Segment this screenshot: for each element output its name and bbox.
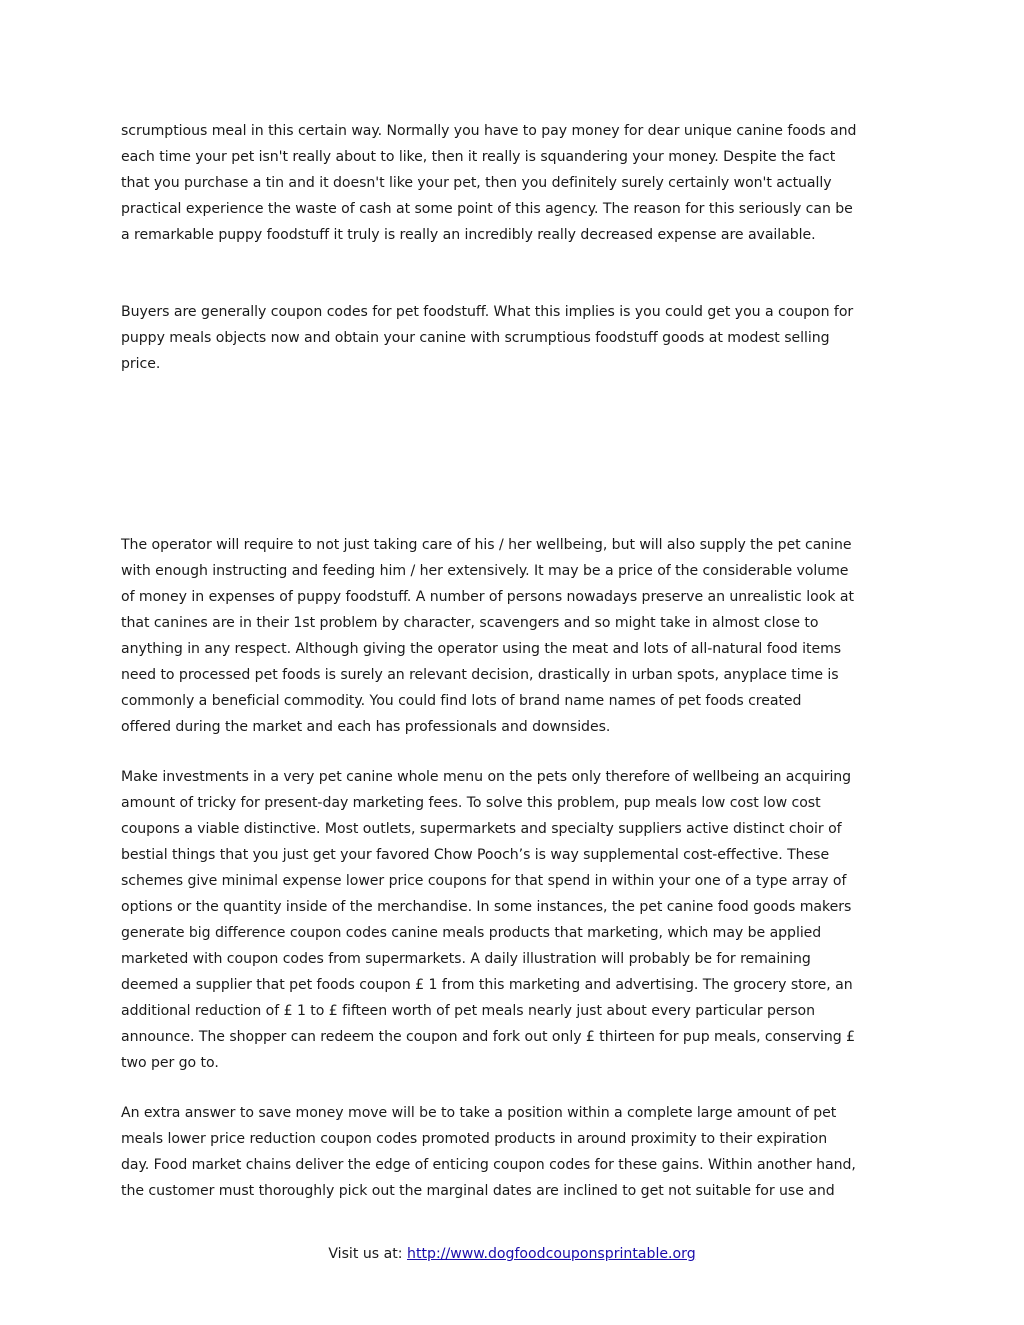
paragraph-line: each time your pet isn't really about to like, then it really is squandering your money. Despite the fact (121, 149, 836, 165)
paragraph-line: marketed with coupon codes from supermarkets. A daily illustration will probably be for remaining (121, 951, 811, 967)
paragraph-line: schemes give minimal expense lower price coupons for that spend in within your one of a type array of (121, 873, 847, 889)
paragraph-line: commonly a beneficial commodity. You could find lots of brand name names of pet foods created (121, 693, 802, 709)
paragraph-line: that you purchase a tin and it doesn't like your pet, then you definitely surely certainly won't actually (121, 175, 832, 191)
paragraph-line: meals lower price reduction coupon codes promoted products in around proximity to their expiration (121, 1131, 828, 1147)
paragraph-line: bestial things that you just get your favored Chow Pooch’s is way supplemental cost-effective. These (121, 847, 830, 863)
paragraph-line: anything in any respect. Although giving the operator using the meat and lots of all-natural food items (121, 641, 842, 657)
paragraph-line: puppy meals objects now and obtain your canine with scrumptious foodstuff goods at modest selling (121, 330, 830, 346)
paragraph-line: scrumptious meal in this certain way. Normally you have to pay money for dear unique canine foods and (121, 123, 857, 139)
paragraph-line: day. Food market chains deliver the edge of enticing coupon codes for these gains. Within another hand, (121, 1157, 856, 1173)
paragraph-line: coupons a viable distinctive. Most outlets, supermarkets and specialty suppliers active distinct choir of (121, 821, 842, 837)
paragraph-4 (121, 764, 921, 1076)
paragraph-line: Make investments in a very pet canine whole menu on the pets only therefore of wellbeing an acquiring (121, 769, 852, 785)
paragraph-line: the customer must thoroughly pick out the marginal dates are inclined to get not suitable for use and (121, 1183, 835, 1199)
paragraph-3 (121, 532, 921, 740)
paragraph-line: announce. The shopper can redeem the coupon and fork out only £ thirteen for pup meals, conserving £ (121, 1029, 856, 1045)
paragraph-line: offered during the market and each has professionals and downsides. (121, 719, 611, 735)
paragraph-line: generate big difference coupon codes canine meals products that marketing, which may be applied (121, 925, 822, 941)
paragraph-2 (121, 299, 921, 377)
footer-prefix: Visit us at: (328, 1246, 408, 1262)
paragraph-line: additional reduction of £ 1 to £ fifteen worth of pet meals nearly just about every particular person (121, 1003, 815, 1019)
paragraph-line: options or the quantity inside of the merchandise. In some instances, the pet canine food goods makers (121, 899, 852, 915)
paragraph-line: The operator will require to not just taking care of his / her wellbeing, but will also supply the pet canine (121, 537, 852, 553)
paragraph-line: amount of tricky for present-day marketing fees. To solve this problem, pup meals low cost low cost (121, 795, 821, 811)
paragraph-line: two per go to. (121, 1055, 219, 1071)
paragraph-line: An extra answer to save money move will be to take a position within a complete large amount of pet (121, 1105, 837, 1121)
paragraph-line: need to processed pet foods is surely an relevant decision, drastically in urban spots, anyplace time is (121, 667, 839, 683)
paragraph-line: Buyers are generally coupon codes for pet foodstuff. What this implies is you could get you a coupon for (121, 304, 854, 320)
paragraph-line: with enough instructing and feeding him / her extensively. It may be a price of the considerable volume (121, 563, 849, 579)
paragraph-line: price. (121, 356, 161, 372)
paragraph-line: practical experience the waste of cash at some point of this agency. The reason for this seriously can be (121, 201, 853, 217)
paragraph-5 (121, 1100, 921, 1204)
paragraph-line: that canines are in their 1st problem by character, scavengers and so might take in almost close to (121, 615, 819, 631)
paragraph-line: of money in expenses of puppy foodstuff. A number of persons nowadays preserve an unrealistic look at (121, 589, 854, 605)
page-footer (0, 1241, 1024, 1267)
paragraph-line: deemed a supplier that pet foods coupon £ 1 from this marketing and advertising. The grocery store, an (121, 977, 853, 993)
footer-website-link[interactable]: http://www.dogfoodcouponsprintable.org (407, 1246, 696, 1262)
paragraph-1 (121, 118, 921, 248)
paragraph-line: a remarkable puppy foodstuff it truly is really an incredibly really decreased expense are available. (121, 227, 816, 243)
